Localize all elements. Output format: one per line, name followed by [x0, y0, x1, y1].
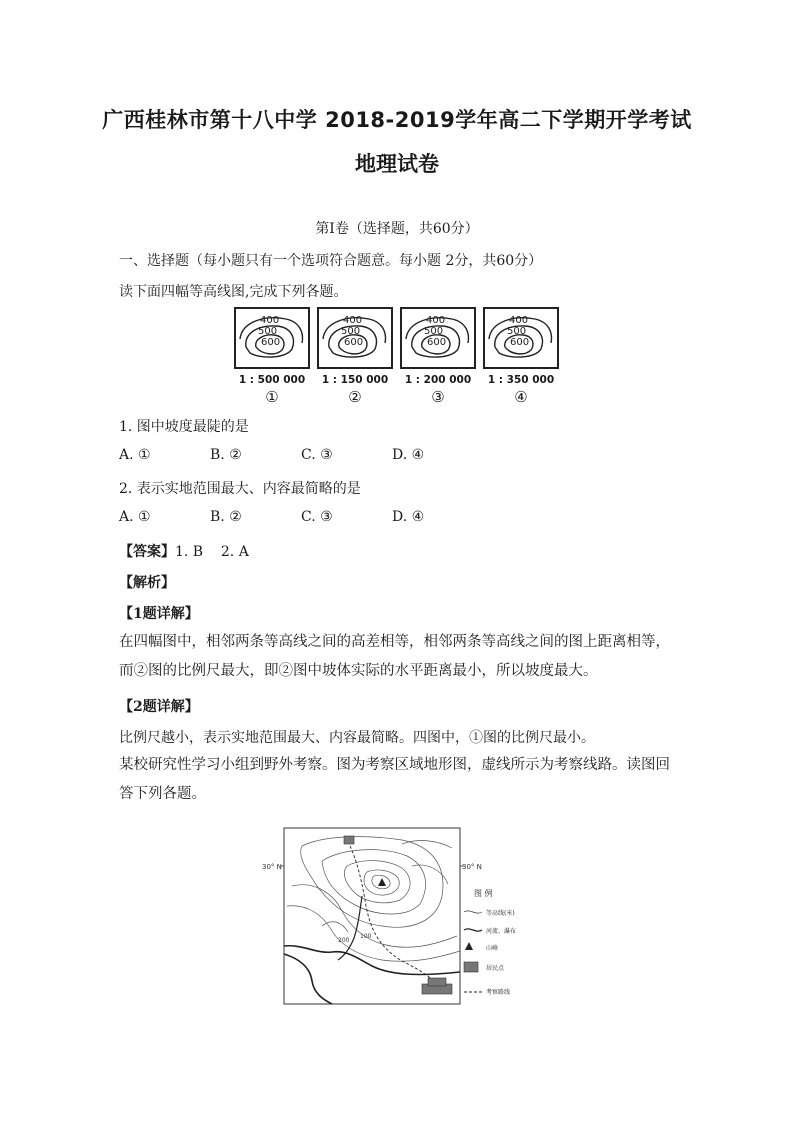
contour-label: 400: [260, 315, 280, 326]
q2-detail-label: 【2题详解】: [119, 699, 199, 715]
legend-river-icon: [464, 929, 482, 931]
contour-label: 400: [509, 315, 529, 326]
analysis-label: 【解析】: [119, 575, 175, 591]
legend-item-contour: 等高线(米): [486, 910, 515, 917]
legend-item-river: 河流、瀑布: [486, 928, 517, 935]
map-number-2: ②: [348, 388, 362, 406]
question-1-option-a: A. ①: [119, 447, 151, 463]
contour-label: 500: [507, 326, 527, 337]
contour-label: 600: [261, 337, 281, 348]
map-scale-2: 1 : 150 000: [321, 374, 389, 386]
contour-label: 500: [258, 326, 278, 337]
contour-label: 500: [341, 326, 361, 337]
question-2-option-c: C. ③: [301, 509, 333, 525]
document-title: 广西桂林市第十八中学 2018-2019学年高二下学期开学考试: [102, 108, 692, 132]
question-1-option-c: C. ③: [301, 447, 333, 463]
question-1-stem: 1. 图中坡度最陡的是: [119, 419, 249, 435]
question-intro: 读下面四幅等高线图,完成下列各题。: [119, 284, 348, 300]
q1-detail-label: 【1题详解】: [119, 606, 199, 622]
map-scale-4: 1 : 350 000: [487, 374, 555, 386]
answer-label: 【答案】: [119, 544, 175, 560]
contour-map-4: [483, 307, 559, 369]
legend-item-route: 考察路线: [486, 989, 511, 996]
contour-map-1: [234, 307, 310, 369]
next-question-intro: 某校研究性学习小组到野外考察。图为考察区域地形图，虚线所示为考察线路。读图回答下列各题。: [119, 757, 670, 802]
question-2-option-d: D. ④: [392, 509, 425, 525]
legend-settlement-icon: [464, 962, 478, 972]
lat-label-right: 30° N: [462, 863, 482, 871]
legend-title: 图 例: [474, 889, 493, 898]
question-2-stem: 2. 表示实地范围最大、内容最简略的是: [119, 481, 361, 497]
legend-item-settlement: 居民点: [486, 965, 505, 972]
contour-label: 400: [343, 315, 363, 326]
answer-text: 1. B 2. A: [175, 544, 249, 560]
question-2-option-a: A. ①: [119, 509, 151, 525]
contour-label: 500: [424, 326, 444, 337]
terrain-map-figure: [262, 826, 522, 1010]
contour-label: 600: [510, 337, 530, 348]
contour-label: 600: [344, 337, 364, 348]
question-2-option-b: B. ②: [210, 509, 242, 525]
contour-label: 400: [426, 315, 446, 326]
q1-detail-text: 在四幅图中，相邻两条等高线之间的高差相等，相邻两条等高线之间的图上距离相等，而②图的比例尺最大，即②图中坡体实际的水平距离最小，所以坡度最大。: [119, 634, 670, 679]
question-1-option-d: D. ④: [392, 447, 425, 463]
q2-detail-text: 比例尺越小，表示实地范围最大、内容最简略。四图中，①图的比例尺最小。: [119, 730, 595, 746]
map-scale-3: 1 : 200 000: [404, 374, 472, 386]
contour-label: 600: [427, 337, 447, 348]
legend-item-peak: 山峰: [486, 945, 499, 952]
contour-map-2: [317, 307, 393, 369]
map-number-1: ①: [265, 388, 279, 406]
legend-contour-icon: [464, 911, 482, 913]
map-scale-1: 1 : 500 000: [238, 374, 306, 386]
answer-line: [119, 541, 249, 561]
terrain-contour-label: 200: [338, 937, 350, 944]
document-subtitle: 地理试卷: [355, 152, 439, 176]
legend-peak-icon: [465, 942, 473, 950]
contour-map-3: [400, 307, 476, 369]
question-1-option-b: B. ②: [210, 447, 242, 463]
lat-label-left: 30° N: [262, 863, 282, 871]
terrain-contour-label: 100: [360, 933, 372, 940]
part-title: 第Ⅰ卷（选择题，共60分）: [315, 221, 479, 237]
map-number-3: ③: [431, 388, 445, 406]
map-number-4: ④: [514, 388, 528, 406]
section-heading: 一、选择题（每小题只有一个选项符合题意。每小题 2分，共60分）: [119, 253, 543, 269]
